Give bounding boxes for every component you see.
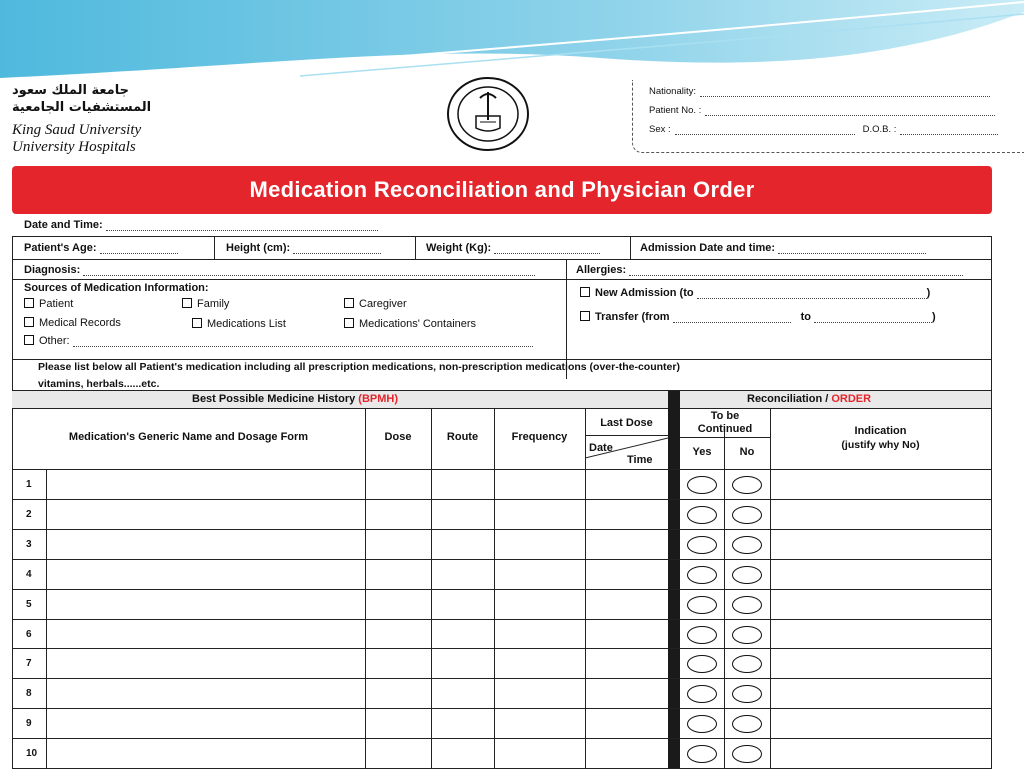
to-be-line: To be xyxy=(710,410,740,422)
new-admission-close: ) xyxy=(926,287,931,299)
row-number: 10 xyxy=(26,748,38,760)
university-seal-logo xyxy=(440,76,536,152)
col-time-header: Time xyxy=(627,454,653,466)
row-divider xyxy=(12,678,992,679)
source-medications-list-label: Medications List xyxy=(207,318,286,330)
sources-heading: Sources of Medication Information: xyxy=(24,282,209,294)
source-other-label: Other: xyxy=(39,335,70,347)
order-label: ORDER xyxy=(831,393,872,405)
form-title: Medication Reconciliation and Physician Order xyxy=(249,177,755,202)
new-admission-checkbox[interactable] xyxy=(580,287,930,299)
patient-age-label: Patient's Age: xyxy=(24,242,97,254)
continue-yes-radio[interactable] xyxy=(687,476,717,494)
date-time-label: Date and Time: xyxy=(24,219,103,231)
col-last-dose-header: Last Dose xyxy=(600,417,653,429)
sex-label: Sex : xyxy=(649,124,671,135)
row-divider xyxy=(12,619,992,620)
row-number: 7 xyxy=(26,658,32,670)
continue-no-radio[interactable] xyxy=(732,745,762,763)
university-logo-english xyxy=(12,122,141,156)
col-yes-header: Yes xyxy=(692,446,712,458)
row-divider xyxy=(12,648,992,649)
row-divider xyxy=(12,708,992,709)
col-no-header: No xyxy=(739,446,755,458)
source-caregiver-checkbox[interactable] xyxy=(344,298,407,310)
nationality-label: Nationality: xyxy=(649,86,696,97)
date-time-field[interactable] xyxy=(106,221,378,231)
height-field[interactable] xyxy=(293,244,381,254)
continue-yes-radio[interactable] xyxy=(687,655,717,673)
continue-yes-radio[interactable] xyxy=(687,596,717,614)
arabic-logo-line-1: جامعة الملك سعود xyxy=(12,83,129,98)
dob-field[interactable] xyxy=(900,126,998,135)
form-title-banner xyxy=(12,166,992,214)
arabic-logo-line-2: المستشفيات الجامعية xyxy=(12,100,152,115)
col-medication-header: Medication's Generic Name and Dosage Form xyxy=(68,431,309,443)
row-number: 9 xyxy=(26,718,32,730)
patient-no-field[interactable] xyxy=(705,107,995,116)
university-logo-arabic xyxy=(12,82,182,116)
transfer-checkbox[interactable] xyxy=(580,311,936,323)
patient-id-box xyxy=(632,80,1024,153)
instructions-line-1: Please list below all Patient's medication including all prescription medications, non-prescription medications (over-the-counter) xyxy=(38,361,680,373)
row-number: 1 xyxy=(26,479,32,490)
continue-yes-radio[interactable] xyxy=(687,626,717,644)
new-admission-label: New Admission (to xyxy=(595,287,694,299)
source-patient-checkbox[interactable] xyxy=(24,298,73,310)
sex-field[interactable] xyxy=(675,126,855,135)
indication-line: Indication xyxy=(854,425,907,437)
col-dose-header: Dose xyxy=(384,431,412,443)
diagnosis-field[interactable] xyxy=(83,266,535,276)
transfer-to-label: to xyxy=(800,311,811,323)
col-frequency-header: Frequency xyxy=(511,431,568,443)
source-medical-records-label: Medical Records xyxy=(39,317,121,329)
row-number: 8 xyxy=(26,688,32,700)
nationality-field[interactable] xyxy=(700,88,990,97)
patient-age-field[interactable] xyxy=(100,244,178,254)
admission-date-label: Admission Date and time: xyxy=(640,242,776,254)
continue-yes-radio[interactable] xyxy=(687,506,717,524)
continue-no-radio[interactable] xyxy=(732,655,762,673)
row-number: 5 xyxy=(26,598,32,610)
height-label: Height (cm): xyxy=(226,242,291,254)
allergies-label: Allergies: xyxy=(576,264,627,276)
continue-yes-radio[interactable] xyxy=(687,715,717,733)
date-time-row xyxy=(24,219,378,231)
continue-no-radio[interactable] xyxy=(732,596,762,614)
weight-label: Weight (Kg): xyxy=(426,242,492,254)
admission-date-field[interactable] xyxy=(778,244,926,254)
continue-yes-radio[interactable] xyxy=(687,566,717,584)
transfer-close: ) xyxy=(931,311,936,323)
weight-field[interactable] xyxy=(494,244,600,254)
bpmh-abbr: (BPMH) xyxy=(358,393,398,405)
continue-no-radio[interactable] xyxy=(732,685,762,703)
diagnosis-label: Diagnosis: xyxy=(24,264,81,276)
row-number: 2 xyxy=(26,508,32,520)
source-patient-label: Patient xyxy=(39,298,74,310)
new-admission-field[interactable] xyxy=(697,289,927,299)
col-date-header: Date xyxy=(589,442,613,454)
transfer-to-field[interactable] xyxy=(814,313,932,323)
continue-no-radio[interactable] xyxy=(732,506,762,524)
col-indication-header xyxy=(770,424,991,452)
transfer-label: Transfer (from xyxy=(595,311,670,323)
row-divider xyxy=(12,499,992,500)
col-to-be-continued-header xyxy=(680,410,770,436)
continue-yes-radio[interactable] xyxy=(687,685,717,703)
patient-no-label: Patient No. : xyxy=(649,105,702,116)
allergies-field[interactable] xyxy=(629,266,963,276)
dob-label: D.O.B. : xyxy=(862,124,897,135)
continue-no-radio[interactable] xyxy=(732,476,762,494)
source-medications-list-checkbox[interactable] xyxy=(192,318,286,330)
row-divider xyxy=(12,589,992,590)
medication-form-grid xyxy=(12,236,992,769)
source-medications-containers-label: Medications' Containers xyxy=(359,318,477,330)
continue-no-radio[interactable] xyxy=(732,715,762,733)
header-wave-decoration xyxy=(0,0,1024,80)
source-other-checkbox[interactable] xyxy=(24,335,533,347)
instructions-line-2: vitamins, herbals......etc. xyxy=(38,378,160,390)
source-medications-containers-checkbox[interactable] xyxy=(344,318,476,330)
justify-line: (justify why No) xyxy=(841,439,920,451)
english-logo-line-1: King Saud University xyxy=(12,122,142,138)
section-divider xyxy=(668,391,680,769)
continue-no-radio[interactable] xyxy=(732,536,762,554)
continue-no-radio[interactable] xyxy=(732,626,762,644)
source-medical-records-checkbox[interactable] xyxy=(24,317,121,329)
continue-yes-radio[interactable] xyxy=(687,536,717,554)
reconciliation-label: Reconciliation / xyxy=(747,393,829,405)
transfer-from-field[interactable] xyxy=(673,313,791,323)
source-other-field[interactable] xyxy=(73,337,533,347)
row-divider xyxy=(12,529,992,530)
continue-no-radio[interactable] xyxy=(732,566,762,584)
row-divider xyxy=(12,559,992,560)
row-number: 4 xyxy=(26,568,32,580)
row-number: 3 xyxy=(26,538,32,550)
col-route-header: Route xyxy=(446,431,479,443)
bpmh-label: Best Possible Medicine History xyxy=(192,393,356,405)
english-logo-line-2: University Hospitals xyxy=(12,139,136,155)
source-caregiver-label: Caregiver xyxy=(359,298,407,310)
row-number: 6 xyxy=(26,628,32,640)
source-family-label: Family xyxy=(197,298,230,310)
source-family-checkbox[interactable] xyxy=(182,298,229,310)
continue-yes-radio[interactable] xyxy=(687,745,717,763)
continued-line: Continued xyxy=(697,423,753,435)
row-divider xyxy=(12,738,992,739)
